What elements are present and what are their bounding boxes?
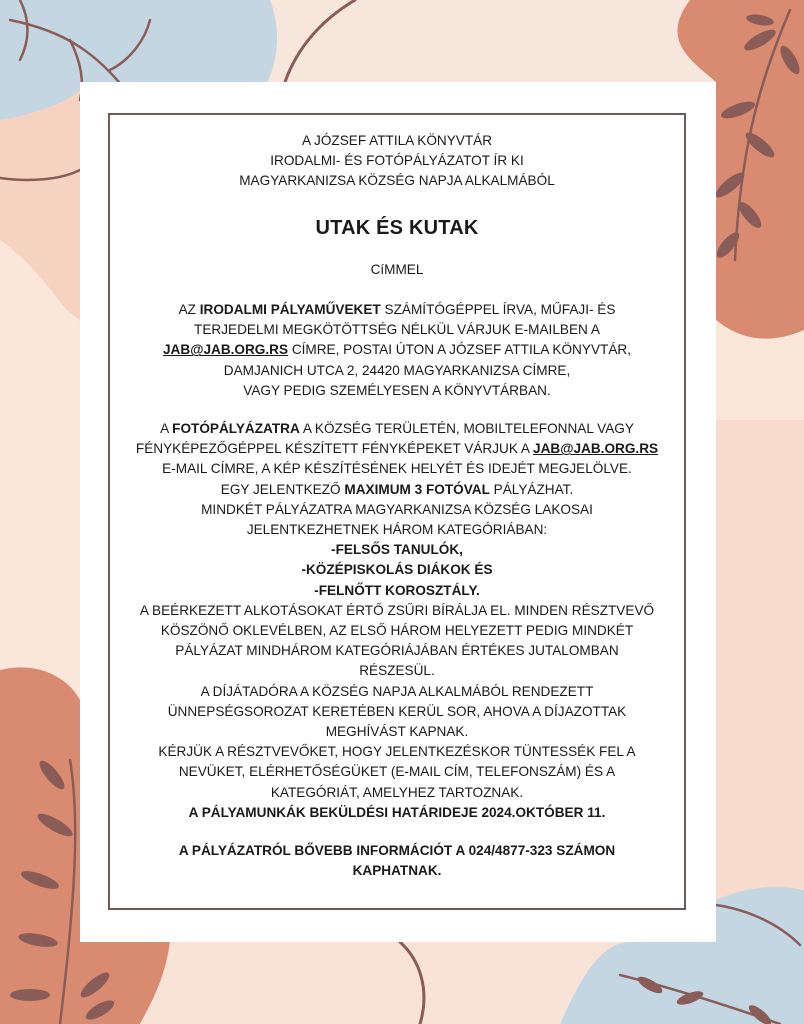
photo-line-3: E-MAIL CÍMRE, A KÉP KÉSZÍTÉSÉNEK HELYÉT ÉS IDEJÉT MEGJELÖLVE. [162,461,632,477]
jury-line-3: PÁLYÁZAT MINDHÁROM KATEGÓRIÁJÁBAN ÉRTÉKES JUTALOMBAN [175,643,619,659]
photo-line-5: MINDKÉT PÁLYÁZATRA MAGYARKANIZSA KÖZSÉG LAKOSAI [201,501,593,517]
photo-line-1: A FOTÓPÁLYÁZATRA A KÖZSÉG TERÜLETÉN, MOBILTELEFONNAL VAGY [160,421,634,437]
deadline: A PÁLYAMUNKÁK BEKÜLDÉSI HATÁRIDEJE 2024.OKTÓBER 11. [188,804,606,820]
photo-line-4: EGY JELENTKEZŐ MAXIMUM 3 FOTÓVAL PÁLYÁZHAT. [220,481,574,497]
award-line-3: MEGHÍVÁST KAPNAK. [325,724,469,740]
request-line-2: NEVÜKET, ELÉRHETŐSÉGÜKET (E-MAIL CÍM, TELEFONSZÁM) ÉS A [178,764,616,780]
email-link[interactable]: JAB@JAB.ORG.RS [163,342,289,358]
jury-line-2: KÖSZÖNŐ OKLEVÉLBEN, AZ ELSŐ HÁROM HELYEZETT PEDIG MINDKÉT [160,623,634,639]
category-item: -FELSŐS TANULÓK, [331,542,463,558]
request-line-1: KÉRJÜK A RÉSZTVEVŐKET, HOGY JELENTKEZÉSKOR TÜNTESSÉK FEL A [158,744,636,760]
literary-line-2: TERJEDELMI MEGKÖTÖTTSÉG NÉLKÜL VÁRJUK E-MAILBEN A [194,322,600,338]
peach-blob-bottom [140,942,630,1024]
photo-line-2: FÉNYKÉPEZŐGÉPPEL KÉSZÍTETT FÉNYKÉPEKET VÁRJUK A JAB@JAB.ORG.RS [135,441,659,457]
notice-title: UTAK ÉS KUTAK [315,216,479,239]
award-line-2: ÜNNEPSÉGSOROZAT KERETÉBEN KERÜL SOR, AHOVA A DÍJAZOTTAK [167,703,627,719]
request-line-3: KATEGÓRIÁT, AMELYHEZ TARTOZNAK. [270,784,524,800]
header-line-1: A JÓZSEF ATTILA KÖNYVTÁR [301,133,493,148]
email-link[interactable]: JAB@JAB.ORG.RS [533,441,659,457]
notice-subtitle: CíMMEL [370,261,424,277]
jury-line-1: A BEÉRKEZETT ALKOTÁSOKAT ÉRTŐ ZSŰRI BÍRÁLJA EL. MINDEN RÉSZTVEVŐ [139,602,655,618]
literary-line-3: JAB@JAB.ORG.RS CÍMRE, POSTAI ÚTON A JÓZSEF ATTILA KÖNYVTÁR, [163,342,631,358]
branch-top-center [285,0,355,82]
peach-blob-right [716,420,804,900]
info-line-2: KAPHATNAK. [352,863,442,879]
jury-line-4: RÉSZESÜL. [359,663,435,679]
literary-line-4: DAMJANICH UTCA 2, 24420 MAGYARKANIZSA CÍMRE, [223,362,571,378]
literary-line-5: VAGY PEDIG SZEMÉLYESEN A KÖNYVTÁRBAN. [243,382,551,398]
photo-line-6: JELENTKEZHETNEK HÁROM KATEGÓRIÁBAN: [246,522,548,538]
info-line-1: A PÁLYÁZATRÓL BŐVEBB INFORMÁCIÓT A 024/4877-323 SZÁMON [178,843,616,859]
category-item: -KÖZÉPISKOLÁS DIÁKOK ÉS [301,562,493,578]
category-item: -FELNŐTT KOROSZTÁLY. [314,582,480,598]
header-line-2: IRODALMI- ÉS FOTÓPÁLYÁZATOT ÍR KI [270,153,524,169]
literary-line-1: AZ IRODALMI PÁLYAMŰVEKET SZÁMÍTÓGÉPPEL ÍRVA, MŰFAJI- ÉS [178,302,616,318]
header-line-3: MAGYARKANIZSA KÖZSÉG NAPJA ALKALMÁBÓL [239,173,555,189]
notice-content [112,131,682,882]
award-line-1: A DÍJÁTADÓRA A KÖZSÉG NAPJA ALKALMÁBÓL RENDEZETT [200,683,594,699]
